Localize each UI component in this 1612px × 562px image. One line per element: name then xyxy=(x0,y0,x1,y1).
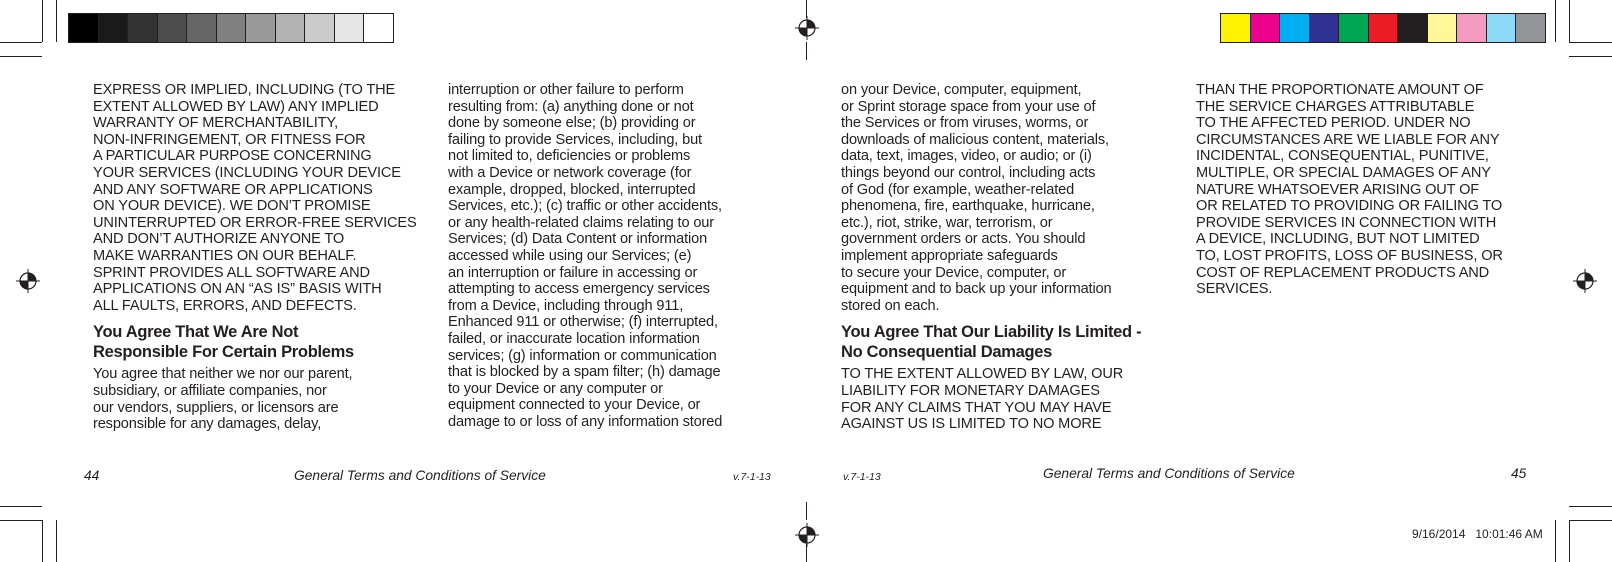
body-paragraph: You agree that neither we nor our parent, subsidiary, or affiliate companies, nor our vendors, suppliers, or licensors are responsible for any damages, delay, xyxy=(93,366,353,433)
color-swatch xyxy=(1309,14,1339,42)
page-number: 44 xyxy=(84,468,100,483)
color-swatch xyxy=(157,14,187,42)
section-heading: You Agree That Our Liability Is Limited - No Consequential Damages xyxy=(841,323,1142,362)
body-paragraph: interruption or other failure to perform resulting from: (a) anything done or not done by someone else; (b) providing or failing to provide Services, including, but not limited to, deficiencies or problems with a Device or network coverage (for example, dropped, blocked, interrupted Services, etc.); (c) traffic or other accidents, or any health-related claims relating to our Services; (d) Data Content or information accessed while using our Services; (e) an interruption or failure in accessing or attempting to access emergency services from a Device, including through 911, Enhanced 911 or otherwise; (f) interrupted, failed, or inaccurate location information services; (g) information or communication that is blocked by a spam filter; (h) damage to your Device or any computer or equipment connected to your Device, or damage to or loss of any information stored xyxy=(448,82,723,430)
color-swatch xyxy=(1456,14,1486,42)
crop-mark xyxy=(1569,520,1570,562)
color-bar xyxy=(1220,13,1546,43)
color-swatch xyxy=(1221,14,1250,42)
crop-mark xyxy=(1555,0,1556,42)
footer-title: General Terms and Conditions of Service xyxy=(1043,466,1295,481)
crop-mark xyxy=(1555,520,1556,562)
fold-line xyxy=(806,42,807,60)
page-number: 45 xyxy=(1511,466,1527,481)
color-swatch xyxy=(98,14,128,42)
color-swatch xyxy=(275,14,305,42)
color-swatch xyxy=(363,14,393,42)
footer-title: General Terms and Conditions of Service xyxy=(294,468,546,483)
color-swatch xyxy=(1279,14,1309,42)
section-heading: You Agree That We Are Not Responsible For Certain Problems xyxy=(93,323,354,362)
color-swatch xyxy=(1338,14,1368,42)
crop-mark xyxy=(0,506,42,507)
crop-mark xyxy=(56,520,57,562)
color-swatch xyxy=(186,14,216,42)
crop-mark xyxy=(42,520,43,562)
warranty-disclaimer: EXPRESS OR IMPLIED, INCLUDING (TO THE EXTENT ALLOWED BY LAW) ANY IMPLIED WARRANTY OF MERCHANTABILITY, NON-INFRINGEMENT, OR FITNESS FOR A PARTICULAR PURPOSE CONCERNING YOUR SERVICES (INCLUDING YOUR DEVICE AND ANY SOFTWARE OR APPLICATIONS ON YOUR DEVICE). WE DON’T PROMISE UNINTERRUPTED OR ERROR-FREE SERVICES AND DON’T AUTHORIZE ANYONE TO MAKE WARRANTIES ON OUR BEHALF. SPRINT PROVIDES ALL SOFTWARE AND APPLICATIONS ON AN “AS IS” BASIS WITH ALL FAULTS, ERRORS, AND DEFECTS. xyxy=(93,82,417,314)
color-swatch xyxy=(1250,14,1280,42)
crop-mark xyxy=(1569,506,1612,507)
registration-target-icon xyxy=(795,523,819,547)
registration-target-icon xyxy=(16,269,40,293)
version-label: v.7-1-13 xyxy=(843,471,881,483)
grayscale-bar xyxy=(68,13,394,43)
color-swatch xyxy=(216,14,246,42)
color-swatch xyxy=(334,14,364,42)
color-swatch xyxy=(1486,14,1516,42)
crop-mark xyxy=(0,520,42,521)
left-column-1 xyxy=(93,82,423,433)
crop-mark xyxy=(1569,520,1612,521)
registration-target-icon xyxy=(1573,269,1597,293)
left-column-2 xyxy=(448,82,778,430)
color-swatch xyxy=(127,14,157,42)
crop-mark xyxy=(0,56,42,57)
crop-mark xyxy=(1569,0,1570,42)
color-swatch xyxy=(1397,14,1427,42)
body-paragraph: on your Device, computer, equipment, or Sprint storage space from your use of the Services or from viruses, worms, or downloads of malicious content, materials, data, text, images, video, or audio; or (i) things beyond our control, including acts of God (for example, weather-related phenomena, fire, earthquake, hurricane, etc.), riot, strike, war, terrorism, or government orders or acts. You should implement appropriate safeguards to secure your Device, computer, or equipment and to back up your information stored on each. xyxy=(841,82,1112,314)
fold-line xyxy=(806,502,807,520)
version-label: v.7-1-13 xyxy=(733,471,771,483)
color-swatch xyxy=(69,14,98,42)
liability-paragraph: THAN THE PROPORTIONATE AMOUNT OF THE SERVICE CHARGES ATTRIBUTABLE TO THE AFFECTED PERIOD. UNDER NO CIRCUMSTANCES ARE WE LIABLE FOR ANY INCIDENTAL, CONSEQUENTIAL, PUNITIVE, MULTIPLE, OR SPECIAL DAMAGES OF ANY NATURE WHATSOEVER ARISING OUT OF OR RELATED TO PROVIDING OR FAILING TO PROVIDE SERVICES IN CONNECTION WITH A DEVICE, INCLUDING, BUT NOT LIMITED TO, LOST PROFITS, LOSS OF BUSINESS, OR COST OF REPLACEMENT PRODUCTS AND SERVICES. xyxy=(1196,82,1503,298)
liability-paragraph: TO THE EXTENT ALLOWED BY LAW, OUR LIABILITY FOR MONETARY DAMAGES FOR ANY CLAIMS THAT YOU MAY HAVE AGAINST US IS LIMITED TO NO MORE xyxy=(841,366,1124,433)
color-swatch xyxy=(1515,14,1545,42)
crop-mark xyxy=(0,42,42,43)
crop-mark xyxy=(42,0,43,42)
crop-mark xyxy=(1569,42,1612,43)
color-swatch xyxy=(304,14,334,42)
right-column-2 xyxy=(1196,82,1526,298)
right-column-1 xyxy=(841,82,1171,433)
crop-mark xyxy=(1569,56,1612,57)
crop-mark xyxy=(56,0,57,42)
color-swatch xyxy=(1427,14,1457,42)
color-swatch xyxy=(245,14,275,42)
print-timestamp: 9/16/2014 10:01:46 AM xyxy=(1412,527,1543,541)
color-swatch xyxy=(1368,14,1398,42)
registration-target-icon xyxy=(795,16,819,40)
